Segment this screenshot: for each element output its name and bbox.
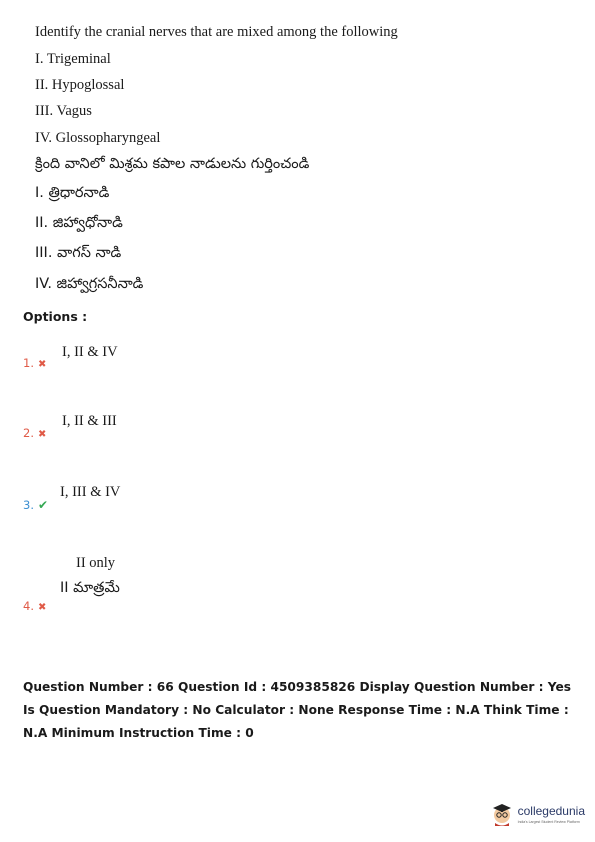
option-2-text[interactable]: I, II & III xyxy=(62,413,117,429)
option-number: 1. xyxy=(23,356,34,370)
option-number: 4. xyxy=(23,599,34,613)
option-1-marker xyxy=(23,354,46,372)
question-item-4-english: IV. Glossopharyngeal xyxy=(35,130,161,146)
option-4-marker xyxy=(23,597,46,615)
option-4-text-telugu[interactable]: II మాత్రమే xyxy=(60,580,120,596)
question-item-2-telugu: II. జిహ్వాధోనాడి xyxy=(35,215,123,231)
question-item-2-english: II. Hypoglossal xyxy=(35,77,125,93)
question-item-4-telugu: IV. జిహ్వాగ్రసనీనాడి xyxy=(35,276,144,292)
option-2-marker xyxy=(23,424,46,442)
option-3-marker xyxy=(23,496,48,514)
question-stem-telugu: క్రింది వానిలో మిశ్రమ కపాల నాడులను గుర్తించండి xyxy=(35,156,310,172)
cross-icon: ✖ xyxy=(37,359,47,370)
question-item-3-telugu: III. వాగస్ నాడి xyxy=(35,245,122,261)
option-number: 2. xyxy=(23,426,34,440)
cross-icon: ✖ xyxy=(37,429,47,440)
logo-tagline: India's Largest Student Review Platform xyxy=(517,820,580,824)
collegedunia-logo xyxy=(489,800,585,826)
logo-name: collegedunia xyxy=(517,804,585,818)
options-label: Options : xyxy=(23,309,88,324)
option-number: 3. xyxy=(23,498,34,512)
cross-icon: ✖ xyxy=(37,602,47,613)
question-stem-english: Identify the cranial nerves that are mixed among the following xyxy=(35,24,398,40)
option-1-text[interactable]: I, II & IV xyxy=(62,344,118,360)
question-item-1-telugu: I. త్రిధారనాడి xyxy=(35,185,110,201)
question-metadata: Question Number : 66 Question Id : 4509385826 Display Question Number : Yes Is Question Mandatory : No Calculator : None Response Time : N.A Think Time : N.A Minimum Instruction Time : 0 xyxy=(23,680,572,740)
checkmark-icon: ✔ xyxy=(37,498,49,512)
question-item-3-english: III. Vagus xyxy=(35,103,92,119)
option-4-text[interactable]: II only xyxy=(76,555,116,571)
question-item-1-english: I. Trigeminal xyxy=(35,51,111,67)
graduate-mascot-icon xyxy=(489,800,515,826)
option-3-text[interactable]: I, III & IV xyxy=(60,484,121,500)
